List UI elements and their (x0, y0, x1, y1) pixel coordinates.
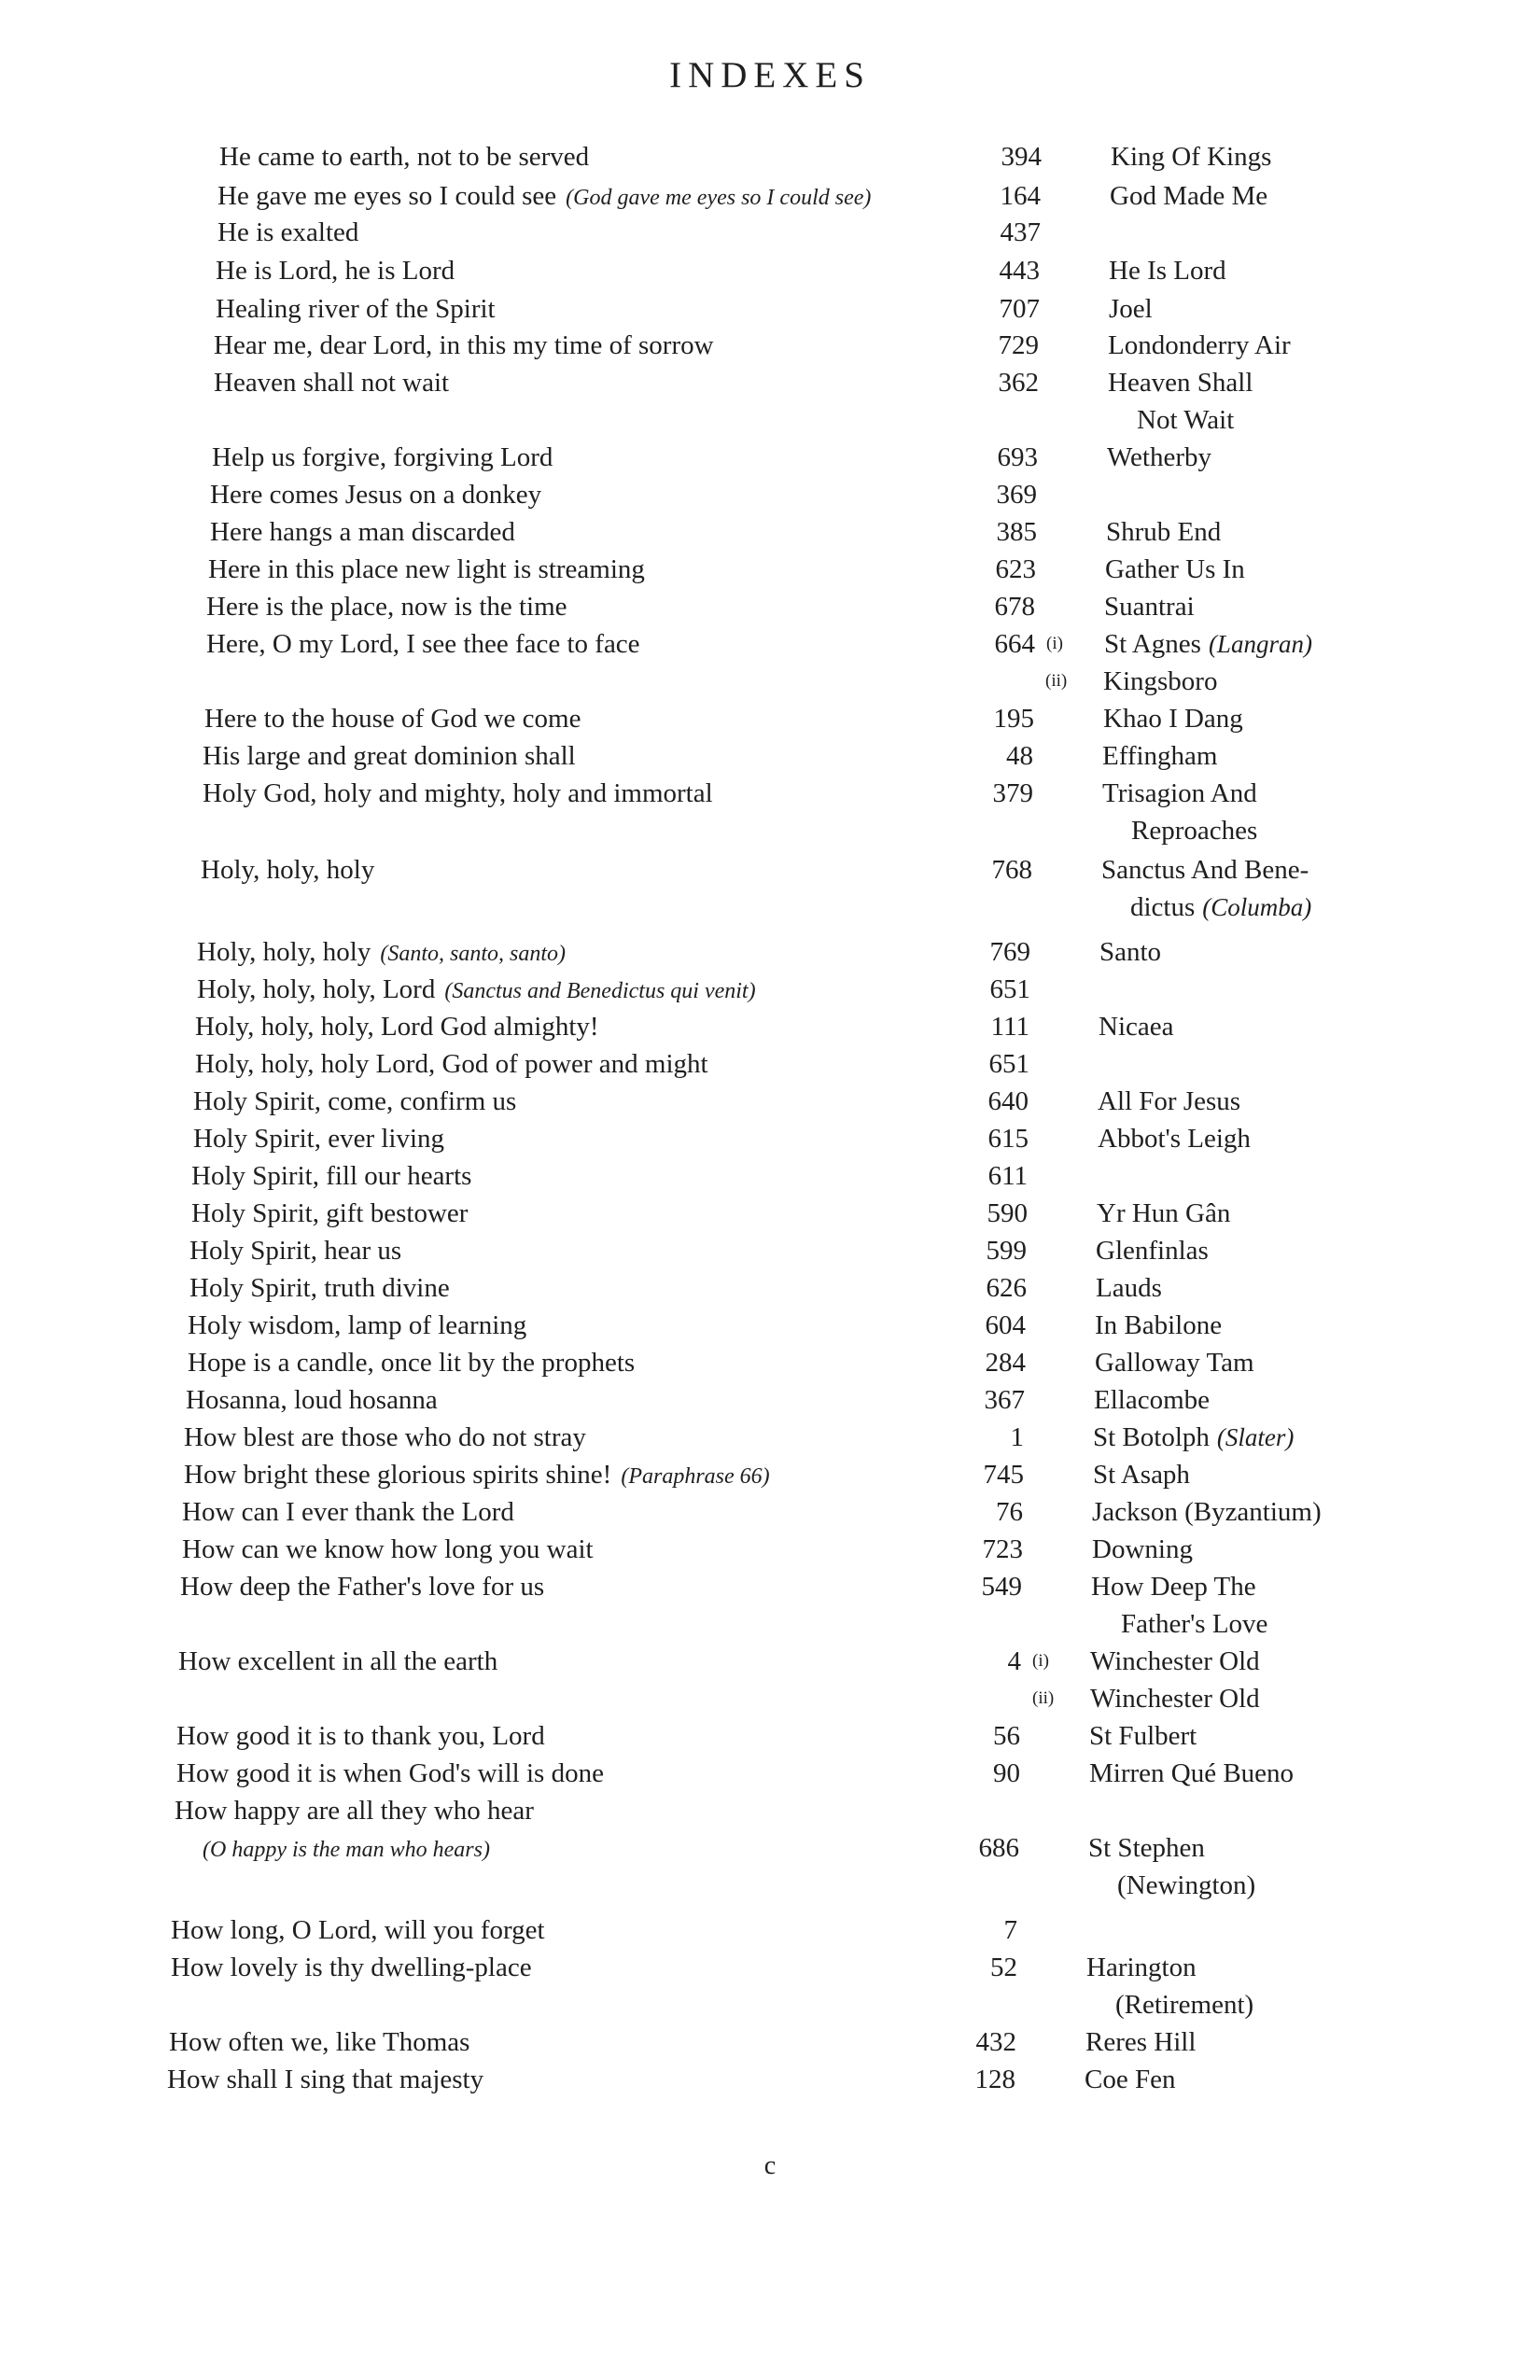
tune-name-text: St Stephen (1088, 1833, 1205, 1863)
first-line (191, 1195, 468, 1232)
hymn-number: 651 (988, 1049, 1029, 1079)
first-line-text: Holy Spirit, hear us (189, 1236, 402, 1266)
tune-name-text: Coe Fen (1085, 2065, 1176, 2094)
tune-name-text: Suantrai (1104, 592, 1195, 622)
tune-name (1105, 551, 1245, 588)
first-line (197, 971, 756, 1010)
tune-variant: (ii) (1032, 1688, 1055, 1708)
first-line (201, 851, 374, 889)
tune-name (1107, 401, 1234, 439)
tune-variant: (ii) (1045, 671, 1068, 691)
first-line-text: Holy Spirit, truth divine (189, 1273, 450, 1303)
first-line-text: How good it is to thank you, Lord (176, 1721, 545, 1751)
first-line (189, 1232, 401, 1269)
first-line-note: (God gave me eyes so I could see) (566, 186, 872, 210)
tune-name-text: (Retirement) (1115, 1990, 1254, 2020)
tune-name (1096, 1269, 1162, 1307)
tune-name-text: St Botolph (1093, 1422, 1210, 1452)
first-line-text: Hope is a candle, once lit by the prophets (188, 1348, 636, 1378)
index-row (0, 364, 1540, 401)
tune-name-text: King Of Kings (1111, 142, 1272, 172)
first-line (210, 513, 515, 551)
index-row (0, 1083, 1540, 1120)
first-line-text: Holy wisdom, lamp of learning (188, 1310, 527, 1340)
tune-name-text: Yr Hun Gân (1097, 1198, 1231, 1228)
hymn-number: 52 (990, 1953, 1017, 1982)
first-line (212, 439, 553, 476)
tune-name-text: Winchester Old (1090, 1684, 1260, 1714)
index-row (0, 1531, 1540, 1568)
hymn-number: 369 (996, 480, 1037, 510)
first-line-text: How blest are those who do not stray (184, 1422, 586, 1452)
first-line (214, 327, 714, 364)
first-line (175, 1829, 490, 1869)
index-row (0, 1045, 1540, 1083)
first-line-text: Healing river of the Spirit (216, 294, 496, 324)
tune-name (1085, 1986, 1253, 2023)
hymn-number: 640 (987, 1086, 1029, 1116)
tune-name-text: Jackson (Byzantium) (1092, 1497, 1322, 1527)
hymn-number: 195 (993, 704, 1034, 734)
tune-name (1098, 1120, 1251, 1157)
tune-name-text: Glenfinlas (1096, 1236, 1209, 1266)
hymn-number: 768 (991, 855, 1032, 885)
hymn-number: 385 (996, 517, 1037, 547)
tune-name-text: Santo (1099, 937, 1162, 967)
index-row (0, 700, 1540, 737)
hymn-number: 664 (994, 629, 1035, 659)
tune-name-text: dictus (1130, 892, 1196, 922)
tune-name-text: All For Jesus (1098, 1086, 1241, 1116)
index-row (0, 737, 1540, 775)
hymn-number: 623 (995, 554, 1036, 584)
index-row (0, 1568, 1540, 1605)
hymn-number: 615 (987, 1124, 1029, 1154)
index-row (0, 551, 1540, 588)
tune-name-text: Khao I Dang (1103, 704, 1243, 734)
first-line-text: Here comes Jesus on a donkey (210, 480, 542, 510)
first-line-text: Hosanna, loud hosanna (186, 1385, 438, 1415)
tune-variant: (i) (1032, 1651, 1049, 1671)
tune-name (1096, 1232, 1209, 1269)
first-line (176, 1717, 545, 1755)
index-row (0, 327, 1540, 364)
index-row (0, 1493, 1540, 1531)
first-line-text: Holy, holy, holy, Lord God almighty! (195, 1012, 599, 1042)
tune-name-text: Downing (1092, 1534, 1193, 1564)
first-line (182, 1493, 514, 1531)
tune-name-text: Reproaches (1131, 816, 1258, 846)
tune-name (1109, 252, 1226, 289)
tune-name (1107, 439, 1211, 476)
tune-name (1108, 364, 1253, 401)
tune-name-text: Shrub End (1106, 517, 1222, 547)
tune-name (1089, 1717, 1197, 1755)
page-header: INDEXES (669, 55, 871, 95)
first-line (188, 1344, 635, 1381)
tune-name (1086, 1949, 1197, 1986)
tune-name (1098, 1083, 1240, 1120)
tune-name-text: Abbot's Leigh (1098, 1124, 1251, 1154)
tune-name (1111, 138, 1271, 175)
index-row (0, 775, 1540, 812)
tune-name (1106, 513, 1221, 551)
index-row (0, 1195, 1540, 1232)
first-line (184, 1419, 586, 1456)
tune-name-text: Not Wait (1137, 405, 1235, 435)
tune-name-text: St Asaph (1093, 1460, 1190, 1490)
tune-name-text: He Is Lord (1109, 256, 1226, 286)
first-line (219, 138, 589, 175)
tune-name (1101, 812, 1257, 849)
tune-name (1104, 588, 1195, 625)
index-row (0, 1008, 1540, 1045)
first-line (208, 551, 645, 588)
first-line-text: Hear me, dear Lord, in this my time of sorrow (214, 330, 714, 360)
hymn-number: 723 (982, 1534, 1023, 1564)
hymn-number: 4 (1007, 1646, 1021, 1676)
tune-name (1090, 1680, 1260, 1717)
index-row (0, 2023, 1540, 2061)
hymn-number: 437 (1000, 217, 1041, 247)
first-line (203, 737, 576, 775)
tune-name (1095, 1307, 1222, 1344)
tune-name (1085, 2061, 1175, 2098)
first-line-text: Holy Spirit, come, confirm us (193, 1086, 517, 1116)
hymn-number: 729 (998, 330, 1039, 360)
hymn-number: 599 (986, 1236, 1027, 1266)
index-row (0, 1680, 1540, 1717)
hymn-number: 590 (987, 1198, 1028, 1228)
hymn-number: 1 (1010, 1422, 1024, 1452)
first-line-text: How bright these glorious spirits shine! (184, 1460, 612, 1490)
tune-name (1092, 1531, 1193, 1568)
first-line (210, 476, 541, 513)
hymn-number: 604 (985, 1310, 1026, 1340)
tune-name-text: Londonderry Air (1108, 330, 1291, 360)
tune-name (1104, 625, 1312, 663)
index-row (0, 933, 1540, 971)
hymn-number: 367 (984, 1385, 1025, 1415)
hymn-number: 76 (996, 1497, 1023, 1527)
tune-name (1091, 1568, 1256, 1605)
index-row (0, 1157, 1540, 1195)
first-line-note: (Santo, santo, santo) (380, 942, 567, 966)
index-row (0, 401, 1540, 439)
index-row (0, 1755, 1540, 1792)
hymn-number: 651 (989, 974, 1030, 1004)
first-line (184, 1456, 770, 1495)
tune-name (1092, 1493, 1322, 1531)
index-row (0, 663, 1540, 700)
first-line-text: Here is the place, now is the time (206, 592, 567, 622)
first-line (217, 214, 358, 251)
first-line-text: Holy, holy, holy (201, 855, 375, 885)
hymn-number: 56 (993, 1721, 1020, 1751)
first-line-text: Holy, holy, holy (197, 937, 371, 967)
tune-name (1099, 1008, 1174, 1045)
index-row (0, 1949, 1540, 1986)
index-row (0, 1605, 1540, 1643)
tune-name-text: In Babilone (1095, 1310, 1223, 1340)
first-line (171, 1949, 532, 1986)
tune-name-text: Trisagion And (1102, 778, 1257, 808)
index-row (0, 851, 1540, 889)
first-line (182, 1531, 594, 1568)
first-line (216, 290, 496, 328)
index-row (0, 1829, 1540, 1867)
first-line-text: How shall I sing that majesty (167, 2065, 484, 2094)
first-line (217, 177, 871, 217)
first-line-text: How excellent in all the earth (178, 1646, 498, 1676)
index-row (0, 1456, 1540, 1493)
page-number: c (763, 2151, 777, 2180)
first-line-text: How can we know how long you wait (182, 1534, 594, 1564)
tune-note: (Langran) (1208, 630, 1312, 658)
index-row (0, 1120, 1540, 1157)
first-line (175, 1792, 534, 1829)
first-line (171, 1911, 545, 1949)
tune-name (1085, 2023, 1196, 2061)
tune-name-text: Nicaea (1099, 1012, 1174, 1042)
tune-name (1102, 737, 1218, 775)
tune-note: (Slater) (1216, 1423, 1295, 1451)
hymn-number: 745 (983, 1460, 1024, 1490)
hymn-number: 707 (999, 294, 1040, 324)
first-line (204, 700, 581, 737)
index-row (0, 889, 1540, 926)
first-line-text: He gave me eyes so I could see (217, 181, 557, 211)
tune-name-text: Galloway Tam (1095, 1348, 1254, 1378)
tune-name-text: Lauds (1096, 1273, 1162, 1303)
hymn-number: 111 (990, 1012, 1029, 1042)
tune-name-text: Kingsboro (1103, 666, 1218, 696)
index-row (0, 439, 1540, 476)
tune-name (1089, 1755, 1294, 1792)
index-row (0, 1307, 1540, 1344)
first-line-text: Heaven shall not wait (214, 368, 450, 398)
tune-name-text: Father's Love (1121, 1609, 1268, 1639)
tune-name (1093, 1456, 1190, 1493)
hymn-number: 362 (998, 368, 1039, 398)
tune-name-text: Reres Hill (1085, 2027, 1197, 2057)
first-line-note: (Paraphrase 66) (621, 1464, 770, 1489)
first-line-note: (O happy is the man who hears) (203, 1838, 490, 1862)
first-line-text: How can I ever thank the Lord (182, 1497, 514, 1527)
first-line (206, 588, 567, 625)
first-line-note: (Sanctus and Benedictus qui venit) (444, 979, 756, 1003)
tune-name-text: Ellacombe (1094, 1385, 1211, 1415)
first-line-text: Here hangs a man discarded (210, 517, 515, 547)
index-row (0, 1911, 1540, 1949)
first-line (188, 1307, 526, 1344)
hymn-number: 379 (992, 778, 1033, 808)
hymn-number: 128 (974, 2065, 1015, 2094)
first-line (195, 1045, 708, 1083)
tune-name (1108, 327, 1291, 364)
first-line-text: Here in this place new light is streaming (208, 554, 645, 584)
index-row (0, 1643, 1540, 1680)
first-line (195, 1008, 599, 1045)
first-line-text: Holy Spirit, ever living (193, 1124, 445, 1154)
first-line (216, 252, 455, 289)
tune-name (1090, 1643, 1260, 1680)
first-line (178, 1643, 497, 1680)
tune-name (1095, 1344, 1254, 1381)
hymn-number: 693 (997, 442, 1038, 472)
first-line-text: He is Lord, he is Lord (216, 256, 455, 286)
hymn-number: 611 (987, 1161, 1028, 1191)
index-row (0, 1792, 1540, 1829)
tune-name-text: Harington (1086, 1953, 1197, 1982)
first-line (193, 1083, 516, 1120)
hymn-number: 769 (989, 937, 1030, 967)
first-line (180, 1568, 544, 1605)
hymn-number: 686 (978, 1833, 1019, 1863)
tune-name-text: Gather Us In (1105, 554, 1245, 584)
index-row (0, 177, 1540, 215)
hymn-number: 432 (975, 2027, 1016, 2057)
first-line-text: Holy, holy, holy Lord, God of power and might (195, 1049, 708, 1079)
index-row (0, 1381, 1540, 1419)
first-line (176, 1755, 604, 1792)
index-row (0, 1986, 1540, 2023)
first-line-text: How lovely is thy dwelling-place (171, 1953, 532, 1982)
first-line-text: His large and great dominion shall (203, 741, 576, 771)
tune-name-text: (Newington) (1117, 1870, 1256, 1900)
first-line-text: Help us forgive, forgiving Lord (212, 442, 553, 472)
first-line-text: How often we, like Thomas (169, 2027, 470, 2057)
first-line-text: Holy Spirit, fill our hearts (191, 1161, 472, 1191)
tune-name (1102, 775, 1257, 812)
first-line-text: Holy, holy, holy, Lord (197, 974, 436, 1004)
tune-name-text: Heaven Shall (1108, 368, 1253, 398)
tune-name-text: Winchester Old (1090, 1646, 1260, 1676)
tune-name-text: Joel (1109, 294, 1153, 324)
tune-name-text: St Agnes (1104, 629, 1201, 659)
tune-name (1110, 177, 1267, 215)
first-line (189, 1269, 450, 1307)
tune-name (1091, 1605, 1267, 1643)
index-row (0, 588, 1540, 625)
index-row (0, 1344, 1540, 1381)
first-line-text: How good it is when God's will is done (176, 1758, 604, 1788)
index-row (0, 290, 1540, 328)
first-line-text: He is exalted (217, 217, 359, 247)
index-row (0, 625, 1540, 663)
tune-name (1099, 933, 1161, 971)
hymn-number: 678 (994, 592, 1035, 622)
first-line-text: Here to the house of God we come (204, 704, 581, 734)
tune-name (1097, 1195, 1230, 1232)
first-line (186, 1381, 438, 1419)
first-line (214, 364, 449, 401)
index-row (0, 214, 1540, 251)
index-row (0, 138, 1540, 175)
tune-name (1103, 663, 1217, 700)
first-line (206, 625, 640, 663)
first-line-text: How deep the Father's love for us (180, 1572, 545, 1602)
tune-variant: (i) (1046, 634, 1063, 653)
index-row (0, 476, 1540, 513)
first-line (167, 2061, 483, 2098)
tune-name (1094, 1381, 1210, 1419)
hymn-number: 90 (993, 1758, 1020, 1788)
index-row (0, 513, 1540, 551)
tune-note: (Columba) (1202, 893, 1312, 921)
index-row (0, 1717, 1540, 1755)
first-line-text: How long, O Lord, will you forget (171, 1915, 545, 1945)
tune-name-text: God Made Me (1110, 181, 1268, 211)
tune-name (1100, 889, 1311, 926)
tune-name (1103, 700, 1243, 737)
hymn-number: 549 (981, 1572, 1022, 1602)
hymn-number: 394 (1001, 142, 1042, 172)
tune-name-text: Mirren Qué Bueno (1089, 1758, 1295, 1788)
tune-name-text: St Fulbert (1089, 1721, 1197, 1751)
first-line (193, 1120, 444, 1157)
hymn-number: 443 (999, 256, 1040, 286)
tune-name-text: Sanctus And Bene- (1101, 855, 1309, 885)
hymn-number: 284 (985, 1348, 1026, 1378)
hymn-number: 48 (1006, 741, 1033, 771)
index-row (0, 1419, 1540, 1456)
index-row (0, 2061, 1540, 2098)
tune-name (1101, 851, 1309, 889)
tune-name (1093, 1419, 1294, 1456)
first-line-text: He came to earth, not to be served (219, 142, 590, 172)
first-line-text: How happy are all they who hear (175, 1796, 534, 1826)
hymn-number: 7 (1003, 1915, 1017, 1945)
index-row (0, 971, 1540, 1008)
first-line (197, 933, 566, 973)
index-row (0, 812, 1540, 849)
hymn-number: 164 (1000, 181, 1041, 211)
tune-name-text: Effingham (1102, 741, 1218, 771)
first-line-text: Here, O my Lord, I see thee face to face (206, 629, 640, 659)
index-row (0, 1867, 1540, 1904)
tune-name-text: Wetherby (1107, 442, 1212, 472)
tune-name-text: How Deep The (1091, 1572, 1256, 1602)
first-line-text: Holy God, holy and mighty, holy and immortal (203, 778, 713, 808)
first-line-text: Holy Spirit, gift bestower (191, 1198, 469, 1228)
first-line (203, 775, 713, 812)
tune-name (1109, 290, 1153, 328)
index-row (0, 1232, 1540, 1269)
index-row (0, 1269, 1540, 1307)
first-line (169, 2023, 469, 2061)
hymn-number: 626 (986, 1273, 1027, 1303)
tune-name (1088, 1829, 1205, 1867)
tune-name (1087, 1867, 1255, 1904)
index-row (0, 252, 1540, 289)
first-line (191, 1157, 471, 1195)
